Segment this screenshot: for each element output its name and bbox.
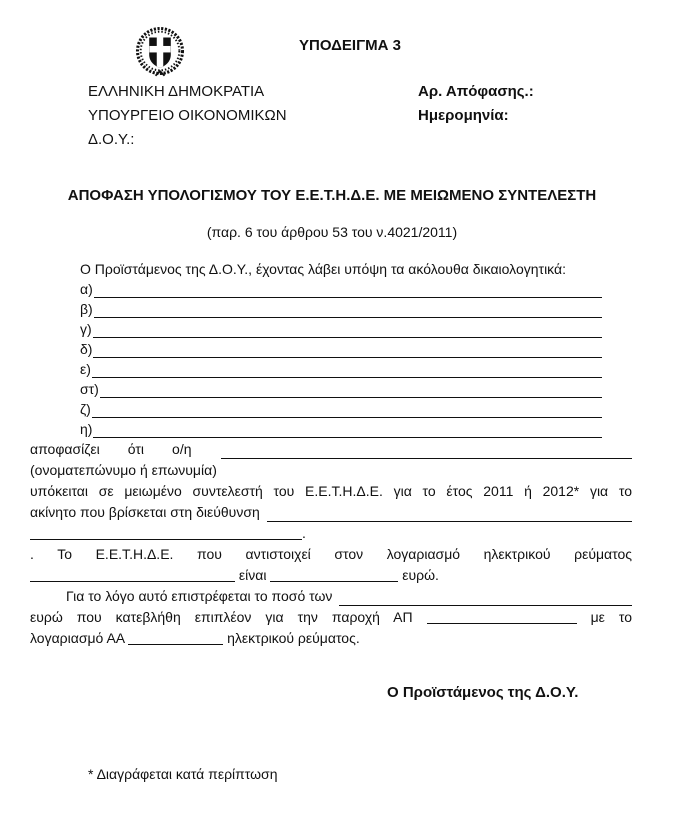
amount-blank[interactable] xyxy=(270,569,398,582)
account-tail-text: ηλεκτρικού ρεύματος. xyxy=(227,630,360,646)
address-continuation-line xyxy=(30,524,632,545)
justification-row-z xyxy=(30,400,602,420)
justification-blank[interactable] xyxy=(93,337,602,338)
justification-row-g xyxy=(30,320,602,340)
account-number-blank[interactable] xyxy=(30,569,235,582)
justification-row-st xyxy=(30,380,602,400)
decides-word: αποφασίζει xyxy=(30,441,100,457)
account-line xyxy=(30,629,632,650)
date-label: Ημερομηνία: xyxy=(418,107,509,124)
decides-word: ο/η xyxy=(172,441,192,457)
justification-blank[interactable] xyxy=(93,357,602,358)
aa-account-blank[interactable] xyxy=(128,632,223,645)
address-continuation-blank[interactable] xyxy=(30,527,302,540)
refund-line xyxy=(30,608,632,629)
agency-line-doy: Δ.Ο.Υ.: xyxy=(88,131,135,148)
decision-number-label: Αρ. Απόφασης.: xyxy=(418,83,534,100)
subject-line: υπόκειται σε μειωμένο συντελεστή του Ε.Ε.Τ.Η.Δ.Ε. για το έτος 2011 ή 2012* για το xyxy=(30,483,632,499)
list-letter-label: β) xyxy=(80,301,93,317)
list-letter-label: γ) xyxy=(80,321,92,337)
header-agency-block xyxy=(88,80,287,152)
amount-verb: είναι xyxy=(238,567,267,583)
intro-paragraph: Ο Προϊστάμενος της Δ.Ο.Υ., έχοντας λάβει υπόψη τα ακόλουθα δικαιολογητικά: xyxy=(80,261,566,277)
address-lead-text: ακίνητο που βρίσκεται στη διεύθυνση xyxy=(30,504,260,520)
footnote: * Διαγράφεται κατά περίπτωση xyxy=(88,766,278,782)
justification-blank[interactable] xyxy=(92,377,602,378)
justification-list xyxy=(30,280,602,440)
name-hint-line: (ονοματεπώνυμο ή επωνυμία) xyxy=(30,462,217,478)
sentence-period: . xyxy=(302,525,306,541)
list-letter-label: ζ) xyxy=(80,401,91,417)
justification-blank[interactable] xyxy=(93,437,602,438)
template-label: ΥΠΟΔΕΙΓΜΑ 3 xyxy=(299,37,401,54)
currency-label: ευρώ. xyxy=(402,567,439,583)
decision-body xyxy=(30,440,632,650)
address-line xyxy=(30,503,632,524)
legal-reference-subtitle: (παρ. 6 του άρθρου 53 του ν.4021/2011) xyxy=(206,224,458,240)
decides-word: ότι xyxy=(127,441,145,457)
header-meta-block xyxy=(418,80,534,128)
greek-coat-of-arms-icon xyxy=(133,23,187,79)
supply-number-blank[interactable] xyxy=(427,611,577,624)
signature-title: Ο Προϊστάμενος της Δ.Ο.Υ. xyxy=(387,684,579,701)
justification-row-d xyxy=(30,340,602,360)
name-blank[interactable] xyxy=(221,458,633,459)
refund-amount-blank[interactable] xyxy=(339,605,632,606)
justification-blank[interactable] xyxy=(100,397,602,398)
eetide-line: . Το Ε.Ε.Τ.Η.Δ.Ε. που αντιστοιχεί στον λογαριασμό ηλεκτρικού ρεύματος xyxy=(30,546,632,562)
address-blank[interactable] xyxy=(267,521,632,522)
list-letter-label: στ) xyxy=(80,381,99,397)
justification-row-h xyxy=(30,420,602,440)
justification-row-b xyxy=(30,300,602,320)
refund-lead-line xyxy=(30,587,632,608)
list-letter-label: η) xyxy=(80,421,93,437)
list-letter-label: ε) xyxy=(80,361,91,377)
list-letter-label: α) xyxy=(80,281,93,297)
agency-line-republic: ΕΛΛΗΝΙΚΗ ΔΗΜΟΚΡΑΤΙΑ xyxy=(88,83,265,100)
refund-part2-text: με το xyxy=(590,609,632,625)
agency-line-ministry: ΥΠΟΥΡΓΕΙΟ ΟΙΚΟΝΟΜΙΚΩΝ xyxy=(88,107,287,124)
document-title: ΑΠΟΦΑΣΗ ΥΠΟΛΟΓΙΣΜΟΥ ΤΟΥ Ε.Ε.Τ.Η.Δ.Ε. ΜΕ ΜΕΙΩΜΕΝΟ ΣΥΝΤΕΛΕΣΤΗ xyxy=(67,187,597,204)
justification-row-e xyxy=(30,360,602,380)
refund-lead-text: Για το λόγο αυτό επιστρέφεται το ποσό των xyxy=(66,588,333,604)
justification-blank[interactable] xyxy=(94,317,602,318)
refund-part1-text: ευρώ που κατεβλήθη επιπλέον για την παροχή ΑΠ xyxy=(30,609,413,625)
list-letter-label: δ) xyxy=(80,341,93,357)
decides-line xyxy=(30,440,632,461)
justification-row-a xyxy=(30,280,602,300)
amount-line xyxy=(30,566,632,587)
justification-blank[interactable] xyxy=(94,297,602,298)
account-lead-text: λογαριασμό ΑΑ xyxy=(30,630,125,646)
justification-blank[interactable] xyxy=(92,417,602,418)
